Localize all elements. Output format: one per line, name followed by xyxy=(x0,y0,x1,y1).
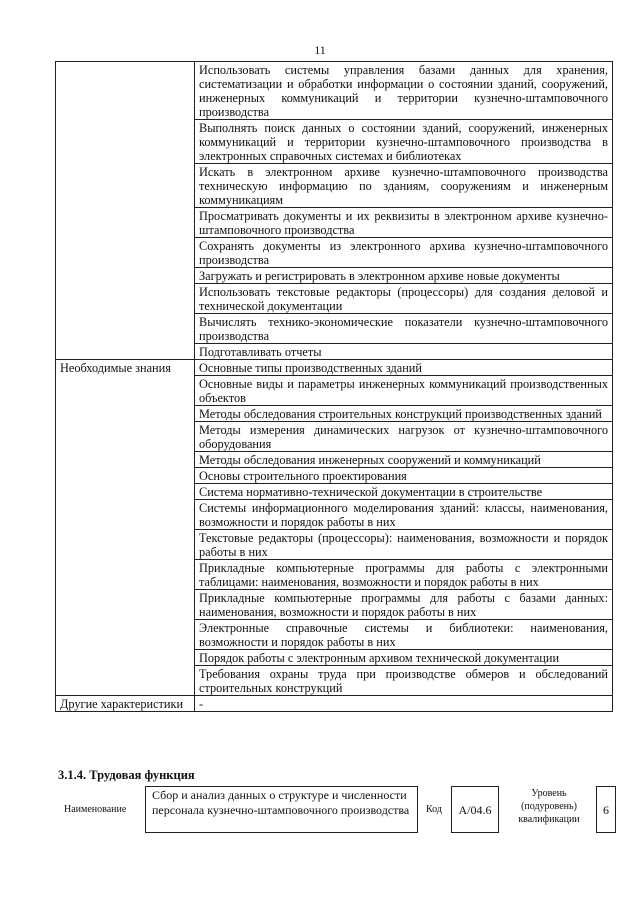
row-label xyxy=(56,62,195,360)
requirement-item: Использовать системы управления базами данных для хранения, систематизации и обработки информации о состоянии зданий, сооружений, инженерных коммуникаций и территории кузнечно-штамповочного производства xyxy=(195,62,613,120)
requirement-item: Требования охраны труда при производстве обмеров и обследований строительных конструкций xyxy=(195,666,613,696)
requirements-table xyxy=(55,61,613,712)
requirement-item: Методы обследования инженерных сооружений и коммуникаций xyxy=(195,452,613,468)
requirement-item: Подготавливать отчеты xyxy=(195,344,613,360)
requirement-item: Сохранять документы из электронного архива кузнечно-штамповочного производства xyxy=(195,238,613,268)
requirement-item: Использовать текстовые редакторы (процессоры) для создания деловой и технической документации xyxy=(195,284,613,314)
requirement-item: Загружать и регистрировать в электронном архиве новые документы xyxy=(195,268,613,284)
requirement-item: Просматривать документы и их реквизиты в электронном архиве кузнечно-штамповочного производства xyxy=(195,208,613,238)
requirement-item: Система нормативно-технической документации в строительстве xyxy=(195,484,613,500)
requirement-item: Методы обследования строительных конструкций производственных зданий xyxy=(195,406,613,422)
level-label: Уровень (подуровень) квалификации xyxy=(518,788,580,825)
requirement-item: Порядок работы с электронным архивом технической документации xyxy=(195,650,613,666)
requirement-item: - xyxy=(195,696,613,712)
requirement-item: Методы измерения динамических нагрузок от кузнечно-штамповочного оборудования xyxy=(195,422,613,452)
name-label: Наименование xyxy=(64,804,127,815)
section-title: 3.1.4. Трудовая функция xyxy=(58,768,195,782)
requirement-item: Выполнять поиск данных о состоянии зданий, сооружений, инженерных коммуникаций и территории кузнечно-штамповочного производства в электронных справочных системах и библиотеках xyxy=(195,120,613,164)
table-row xyxy=(56,696,613,712)
requirement-item: Основы строительного проектирования xyxy=(195,468,613,484)
table-row xyxy=(56,62,613,120)
level-value-box: 6 xyxy=(596,786,616,833)
row-label: Другие характеристики xyxy=(56,696,195,712)
requirement-item: Основные типы производственных зданий xyxy=(195,360,613,376)
requirement-item: Системы информационного моделирования зданий: классы, наименования, возможности и порядок работы в них xyxy=(195,500,613,530)
requirement-item: Текстовые редакторы (процессоры): наименования, возможности и порядок работы в них xyxy=(195,530,613,560)
requirement-item: Вычислять технико-экономические показатели кузнечно-штамповочного производства xyxy=(195,314,613,344)
code-label: Код xyxy=(426,804,442,815)
row-label: Необходимые знания xyxy=(56,360,195,696)
requirement-item: Искать в электронном архиве кузнечно-штамповочного производства техническую информацию по зданиям, сооружениям и инженерным коммуникациям xyxy=(195,164,613,208)
function-name-box: Сбор и анализ данных о структуре и численности персонала кузнечно-штамповочного производства xyxy=(145,786,418,833)
requirement-item: Электронные справочные системы и библиотеки: наименования, возможности и порядок работы в них xyxy=(195,620,613,650)
requirement-item: Прикладные компьютерные программы для работы с базами данных: наименования, возможности и порядок работы в них xyxy=(195,590,613,620)
requirement-item: Прикладные компьютерные программы для работы с электронными таблицами: наименования, возможности и порядок работы в них xyxy=(195,560,613,590)
requirement-item: Основные виды и параметры инженерных коммуникаций производственных объектов xyxy=(195,376,613,406)
code-value-box: А/04.6 xyxy=(451,786,499,833)
table-row xyxy=(56,360,613,376)
page-number: 11 xyxy=(314,43,326,57)
